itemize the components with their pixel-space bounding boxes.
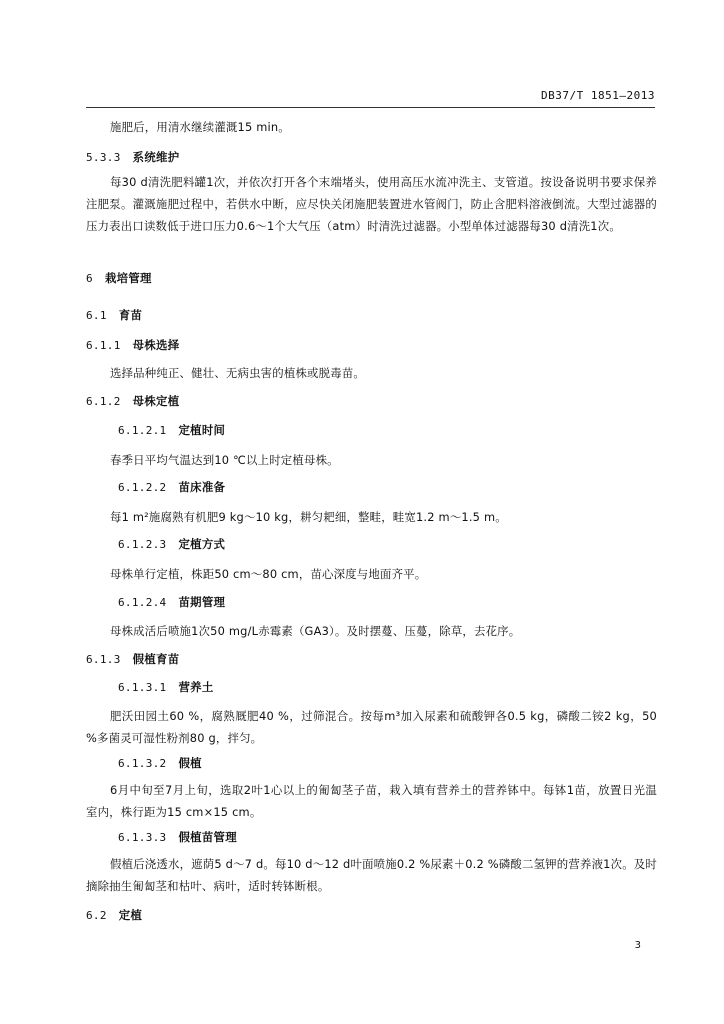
heading-6-1: 6.1 育苗: [86, 308, 143, 322]
page-number: 3: [634, 940, 641, 951]
paragraph-system-maintenance: 每30 d清洗肥料罐1次，并依次打开各个末端堵头，使用高压水流冲洗主、支管道。按设备说明书要求保养注肥泵。灌溉施肥过程中，若供水中断，应尽快关闭施肥装置进水管阀门，防止含肥料溶液倒流。大型过滤器的压力表出口读数低于进口压力0.6～1个大气压（atm）时清洗过滤器。小型单体过滤器每30 d清洗1次。: [86, 175, 657, 233]
heading-6-1-2-4: 6.1.2.4 苗期管理: [118, 595, 226, 609]
heading-6-1-3: 6.1.3 假植育苗: [86, 652, 180, 666]
heading-6: 6 栽培管理: [86, 271, 152, 285]
header-divider: [86, 107, 655, 108]
paragraph-planting-method: 母株单行定植，株距50 cm～80 cm，苗心深度与地面齐平。: [110, 567, 427, 581]
heading-6-1-3-3: 6.1.3.3 假植苗管理: [118, 830, 237, 844]
paragraph-mother-plant-selection: 选择品种纯正、健壮、无病虫害的植株或脱毒苗。: [110, 366, 365, 380]
paragraph-fertilize-rinse: 施肥后，用清水继续灌溉15 min。: [110, 120, 290, 134]
heading-5-3-3: 5.3.3 系统维护: [86, 150, 180, 164]
paragraph-planting-time: 春季日平均气温达到10 ℃以上时定植母株。: [110, 453, 339, 467]
heading-6-1-3-1: 6.1.3.1 营养土: [118, 680, 214, 694]
paragraph-temporary-planting: 6月中旬至7月上旬，选取2叶1心以上的匍匐茎子苗，栽入填有营养土的营养钵中。每钵1苗，放置日光温室内，株行距为15 cm×15 cm。: [86, 783, 657, 819]
paragraph-seedling-management: 母株成活后喷施1次50 mg/L赤霉素（GA3）。及时摆蔓、压蔓，除草，去花序。: [110, 624, 521, 638]
paragraph-temporary-seedling-management: 假植后浇透水，遮荫5 d～7 d。每10 d～12 d叶面喷施0.2 %尿素＋0.2 %磷酸二氢钾的营养液1次。及时摘除抽生匍匐茎和枯叶、病叶，适时转钵断根。: [86, 857, 657, 893]
paragraph-seedbed-preparation: 每1 m²施腐熟有机肥9 kg～10 kg，耕匀耙细，整畦，畦宽1.2 m～1.5 m。: [110, 510, 507, 524]
heading-6-1-2-1: 6.1.2.1 定植时间: [118, 423, 226, 437]
heading-6-2: 6.2 定植: [86, 908, 143, 922]
document-code: DB37/T 1851—2013: [541, 89, 655, 102]
paragraph-nutrient-soil: 肥沃田园土60 %，腐熟厩肥40 %，过筛混合。按每m³加入尿素和硫酸钾各0.5 kg，磷酸二铵2 kg，50 %多菌灵可湿性粉剂80 g，拌匀。: [86, 709, 657, 745]
heading-6-1-3-2: 6.1.3.2 假植: [118, 756, 202, 770]
heading-6-1-2-2: 6.1.2.2 苗床准备: [118, 480, 226, 494]
heading-6-1-2-3: 6.1.2.3 定植方式: [118, 537, 226, 551]
heading-6-1-2: 6.1.2 母株定植: [86, 394, 180, 408]
heading-6-1-1: 6.1.1 母株选择: [86, 338, 180, 352]
